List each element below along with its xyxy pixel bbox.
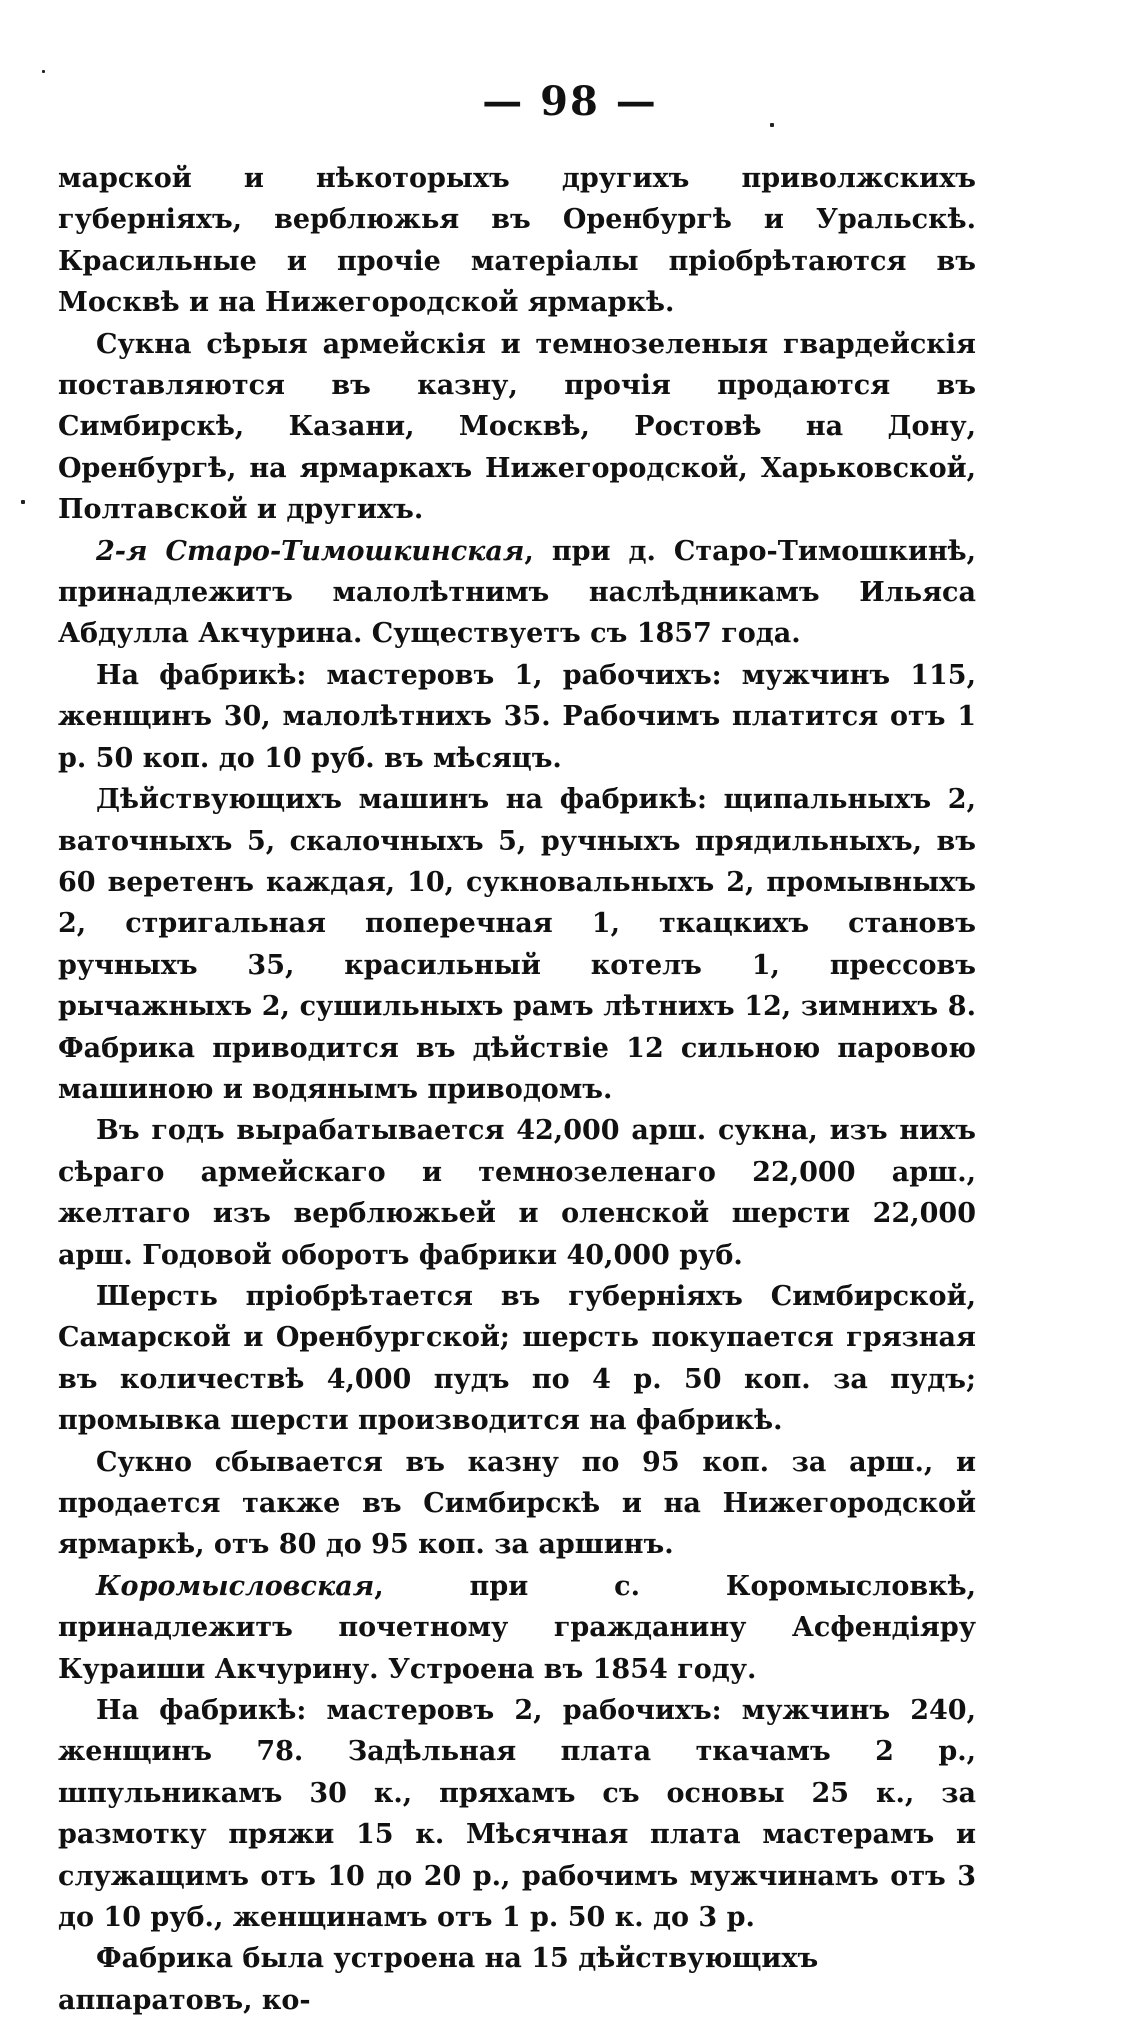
paragraph-text: Сукно сбывается въ казну по 95 коп. за арш., и продается также въ Симбирскѣ и на Нижегородской ярмаркѣ, отъ 80 до 95 коп. за аршинъ. (58, 1446, 976, 1561)
factory-name: Коромысловская (96, 1570, 375, 1602)
paragraph-text: , при с. Коромысловкѣ, принадлежитъ почетному гражданину Асфендіяру Кураиши Акчурину. Устроена въ 1854 году. (58, 1570, 976, 1685)
paragraph-text: , при д. Старо-Тимошкинѣ, принадлежитъ малолѣтнимъ наслѣдникамъ Ильяса Абдулла Акчурина. Существуетъ съ 1857 года. (58, 535, 976, 650)
paragraph-text: Шерсть пріобрѣтается въ губерніяхъ Симбирской, Самарской и Оренбургской; шерсть покупается грязная въ количествѣ 4,000 пудъ по 4 р. 50 коп. за пудъ; промывка шерсти производится на фабрикѣ. (58, 1280, 976, 1437)
paragraph-koromyslovskaya (58, 1566, 976, 1690)
scan-speck-top-left (42, 70, 45, 73)
paragraph-materials-continuation (58, 158, 976, 324)
paragraph-text: Дѣйствующихъ машинъ на фабрикѣ: щипальныхъ 2, ваточныхъ 5, скалочныхъ 5, ручныхъ прядильныхъ, въ 60 веретенъ каждая, 10, сукновальныхъ 2, промывныхъ 2, стригальная поперечная 1, ткацкихъ становъ ручныхъ 35, красильный котелъ 1, прессовъ рычажныхъ 2, сушильныхъ рамъ лѣтнихъ 12, зимнихъ 8. Фабрика приводится въ дѣйствіе 12 сильною паровою машиною и водянымъ приводомъ. (58, 784, 976, 1105)
paragraph-text: марской и нѣкоторыхъ другихъ приволжскихъ губерніяхъ, верблюжья въ Оренбургѣ и Уральскѣ. Красильные и прочіе матеріалы пріобрѣтаются въ Москвѣ и на Нижегородской ярмаркѣ. (58, 163, 976, 319)
paragraph-cloth-sales-prices (58, 1442, 976, 1566)
paragraph-machines (58, 779, 976, 1110)
paragraph-text: На фабрикѣ: мастеровъ 2, рабочихъ: мужчинъ 240, женщинъ 78. Задѣльная плата ткачамъ 2 р., шпульникамъ 30 к., пряхамъ съ основы 25 к., за размотку пряжи 15 к. Мѣсячная плата мастерамъ и служащимъ отъ 10 до 20 р., рабочимъ мужчинамъ отъ 3 до 10 руб., женщинамъ отъ 1 р. 50 к. до 3 р. (58, 1695, 976, 1934)
factory-name: 2-я Старо-Тимошкинская (96, 535, 525, 567)
paragraph-text: Въ годъ вырабатывается 42,000 арш. сукна, изъ нихъ сѣраго армейскаго и темнозеленаго 22,000 арш., желтаго изъ верблюжьей и оленской шерсти 22,000 арш. Годовой оборотъ фабрики 40,000 руб. (58, 1115, 976, 1271)
body-text (58, 158, 976, 2021)
paragraph-wages (58, 1690, 976, 1938)
paragraph-cloth-sales (58, 324, 976, 531)
paragraph-workers (58, 655, 976, 779)
paragraph-text: Сукна сѣрыя армейскія и темнозеленыя гвардейскія поставляются въ казну, прочія продаются въ Симбирскѣ, Казани, Москвѣ, Ростовѣ на Дону, Оренбургѣ, на ярмаркахъ Нижегородской, Харьковской, Полтавской и другихъ. (58, 328, 976, 526)
paragraph-wool-purchase (58, 1276, 976, 1442)
paragraph-staro-timoshkinskaya (58, 531, 976, 655)
scan-speck-left-margin (21, 500, 25, 504)
page-number-header: — 98 — (482, 78, 658, 125)
paragraph-apparatus (58, 1938, 976, 2021)
paragraph-text: На фабрикѣ: мастеровъ 1, рабочихъ: мужчинъ 115, женщинъ 30, малолѣтнихъ 35. Рабочимъ платится отъ 1 р. 50 коп. до 10 руб. въ мѣсяцъ. (58, 659, 976, 774)
paragraph-text: Фабрика была устроена на 15 дѣйствующихъ аппаратовъ, ко- (58, 1943, 819, 2016)
paragraph-annual-output (58, 1110, 976, 1276)
